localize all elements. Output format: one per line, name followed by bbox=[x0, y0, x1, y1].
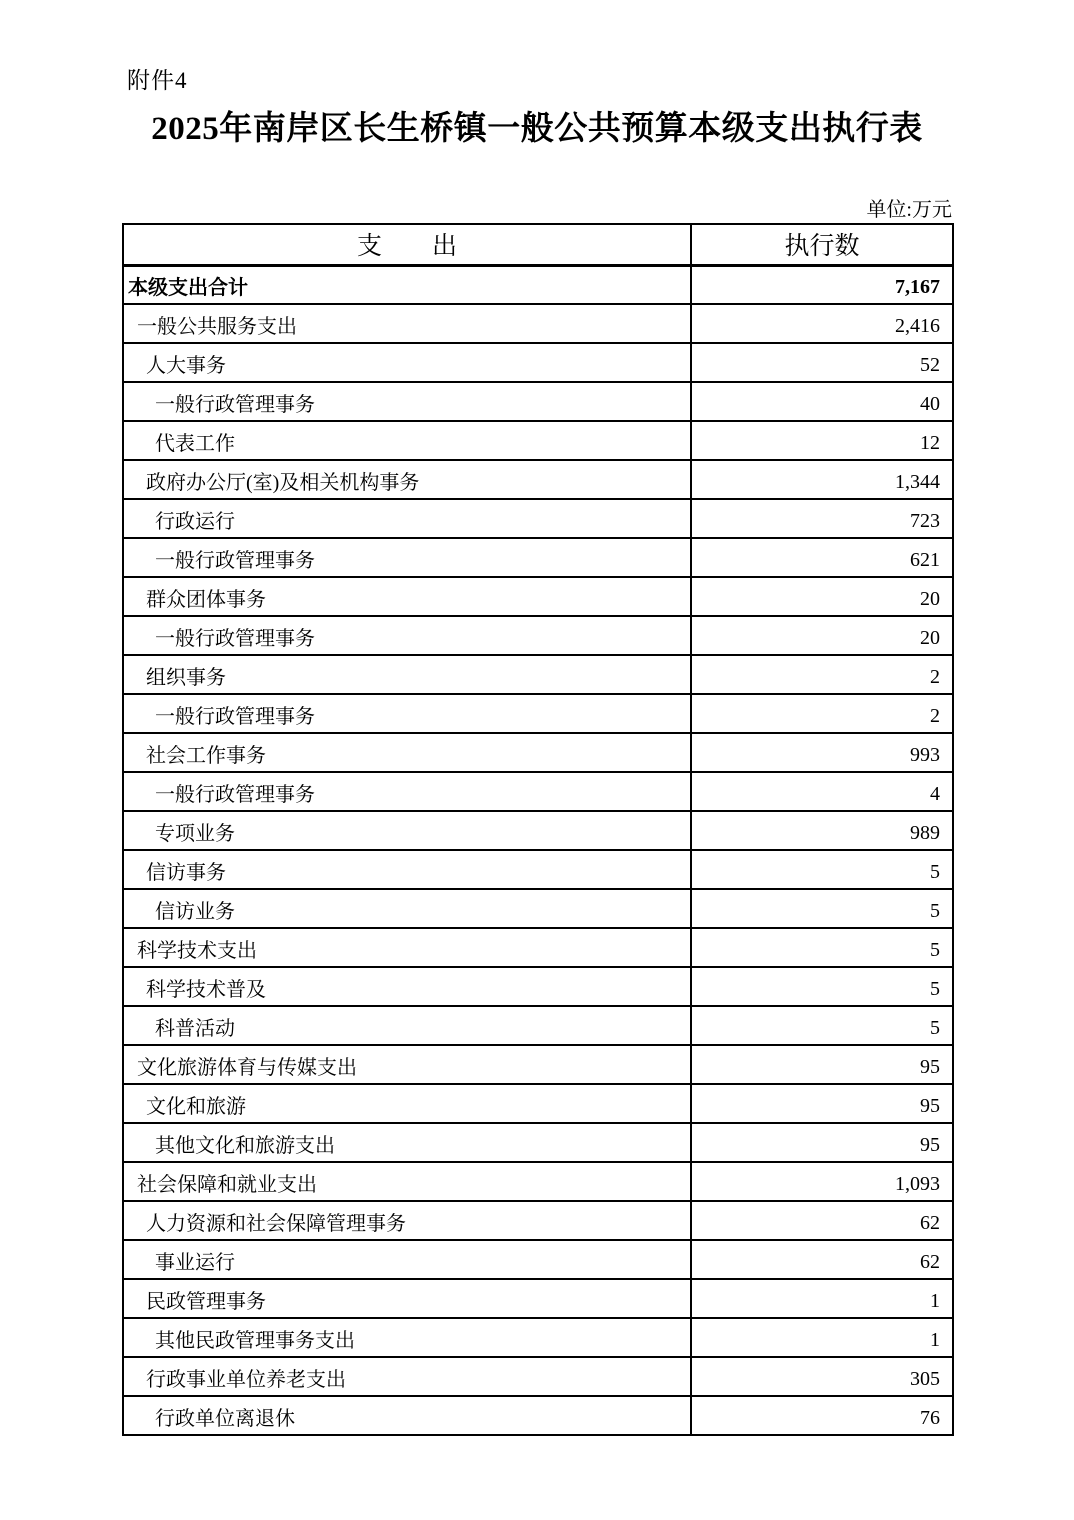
table-row bbox=[123, 538, 953, 577]
table-row bbox=[123, 421, 953, 460]
amount-value: 305 bbox=[691, 1357, 953, 1396]
table-row bbox=[123, 889, 953, 928]
table-row bbox=[123, 1123, 953, 1162]
expenditure-label: 其他文化和旅游支出 bbox=[123, 1123, 691, 1162]
amount-value: 52 bbox=[691, 343, 953, 382]
expenditure-label: 人力资源和社会保障管理事务 bbox=[123, 1201, 691, 1240]
table-row bbox=[123, 265, 953, 304]
amount-value: 2 bbox=[691, 655, 953, 694]
attachment-label: 附件4 bbox=[127, 68, 188, 93]
amount-value: 62 bbox=[691, 1240, 953, 1279]
table-row bbox=[123, 967, 953, 1006]
expenditure-label: 事业运行 bbox=[123, 1240, 691, 1279]
table-row bbox=[123, 811, 953, 850]
expenditure-label: 社会保障和就业支出 bbox=[123, 1162, 691, 1201]
page-title: 2025年南岸区长生桥镇一般公共预算本级支出执行表 bbox=[151, 111, 923, 147]
table-row bbox=[123, 1084, 953, 1123]
amount-value: 5 bbox=[691, 889, 953, 928]
amount-value: 5 bbox=[691, 967, 953, 1006]
table-row bbox=[123, 1396, 953, 1435]
table-row bbox=[123, 499, 953, 538]
expenditure-label: 科学技术普及 bbox=[123, 967, 691, 1006]
expenditure-label: 文化旅游体育与传媒支出 bbox=[123, 1045, 691, 1084]
table-row bbox=[123, 460, 953, 499]
expenditure-label: 一般行政管理事务 bbox=[123, 772, 691, 811]
expenditure-label: 专项业务 bbox=[123, 811, 691, 850]
expenditure-label: 一般行政管理事务 bbox=[123, 538, 691, 577]
expenditure-label: 科普活动 bbox=[123, 1006, 691, 1045]
amount-value: 5 bbox=[691, 850, 953, 889]
expenditure-table bbox=[122, 223, 954, 1436]
table-row bbox=[123, 850, 953, 889]
expenditure-label: 民政管理事务 bbox=[123, 1279, 691, 1318]
column-header-amount: 执行数 bbox=[691, 224, 953, 265]
expenditure-label: 信访业务 bbox=[123, 889, 691, 928]
amount-value: 993 bbox=[691, 733, 953, 772]
expenditure-label: 一般行政管理事务 bbox=[123, 694, 691, 733]
table-row bbox=[123, 772, 953, 811]
amount-value: 76 bbox=[691, 1396, 953, 1435]
amount-value: 2,416 bbox=[691, 304, 953, 343]
expenditure-label: 政府办公厅(室)及相关机构事务 bbox=[123, 460, 691, 499]
unit-note: 单位:万元 bbox=[866, 199, 952, 221]
amount-value: 62 bbox=[691, 1201, 953, 1240]
table-row bbox=[123, 304, 953, 343]
expenditure-label: 行政单位离退休 bbox=[123, 1396, 691, 1435]
amount-value: 20 bbox=[691, 577, 953, 616]
table-row bbox=[123, 382, 953, 421]
amount-value: 12 bbox=[691, 421, 953, 460]
expenditure-label: 一般行政管理事务 bbox=[123, 616, 691, 655]
expenditure-label: 组织事务 bbox=[123, 655, 691, 694]
expenditure-label: 群众团体事务 bbox=[123, 577, 691, 616]
expenditure-label: 人大事务 bbox=[123, 343, 691, 382]
table-row bbox=[123, 1279, 953, 1318]
amount-value: 95 bbox=[691, 1123, 953, 1162]
expenditure-label: 科学技术支出 bbox=[123, 928, 691, 967]
amount-value: 1,093 bbox=[691, 1162, 953, 1201]
table-row bbox=[123, 928, 953, 967]
table-body bbox=[123, 265, 953, 1435]
column-header-expenditure: 支出 bbox=[123, 224, 691, 265]
expenditure-label: 行政事业单位养老支出 bbox=[123, 1357, 691, 1396]
expenditure-label: 代表工作 bbox=[123, 421, 691, 460]
table-row bbox=[123, 1201, 953, 1240]
table-row bbox=[123, 1006, 953, 1045]
amount-value: 723 bbox=[691, 499, 953, 538]
expenditure-label: 其他民政管理事务支出 bbox=[123, 1318, 691, 1357]
table-row bbox=[123, 733, 953, 772]
table-row bbox=[123, 1045, 953, 1084]
table-row bbox=[123, 1318, 953, 1357]
table-row bbox=[123, 694, 953, 733]
expenditure-label: 社会工作事务 bbox=[123, 733, 691, 772]
table-row bbox=[123, 616, 953, 655]
amount-value: 95 bbox=[691, 1084, 953, 1123]
amount-value: 20 bbox=[691, 616, 953, 655]
amount-value: 621 bbox=[691, 538, 953, 577]
amount-value: 1,344 bbox=[691, 460, 953, 499]
amount-value: 4 bbox=[691, 772, 953, 811]
expenditure-label: 本级支出合计 bbox=[123, 265, 691, 304]
amount-value: 989 bbox=[691, 811, 953, 850]
amount-value: 2 bbox=[691, 694, 953, 733]
amount-value: 5 bbox=[691, 1006, 953, 1045]
table-row bbox=[123, 1240, 953, 1279]
table-row bbox=[123, 1357, 953, 1396]
table-row bbox=[123, 577, 953, 616]
amount-value: 7,167 bbox=[691, 265, 953, 304]
amount-value: 95 bbox=[691, 1045, 953, 1084]
expenditure-label: 文化和旅游 bbox=[123, 1084, 691, 1123]
amount-value: 1 bbox=[691, 1318, 953, 1357]
expenditure-label: 信访事务 bbox=[123, 850, 691, 889]
table-row bbox=[123, 343, 953, 382]
expenditure-label: 一般公共服务支出 bbox=[123, 304, 691, 343]
amount-value: 40 bbox=[691, 382, 953, 421]
table-header bbox=[123, 224, 953, 265]
header-row bbox=[123, 224, 953, 265]
expenditure-label: 行政运行 bbox=[123, 499, 691, 538]
amount-value: 5 bbox=[691, 928, 953, 967]
table-row bbox=[123, 1162, 953, 1201]
amount-value: 1 bbox=[691, 1279, 953, 1318]
table-row bbox=[123, 655, 953, 694]
expenditure-label: 一般行政管理事务 bbox=[123, 382, 691, 421]
